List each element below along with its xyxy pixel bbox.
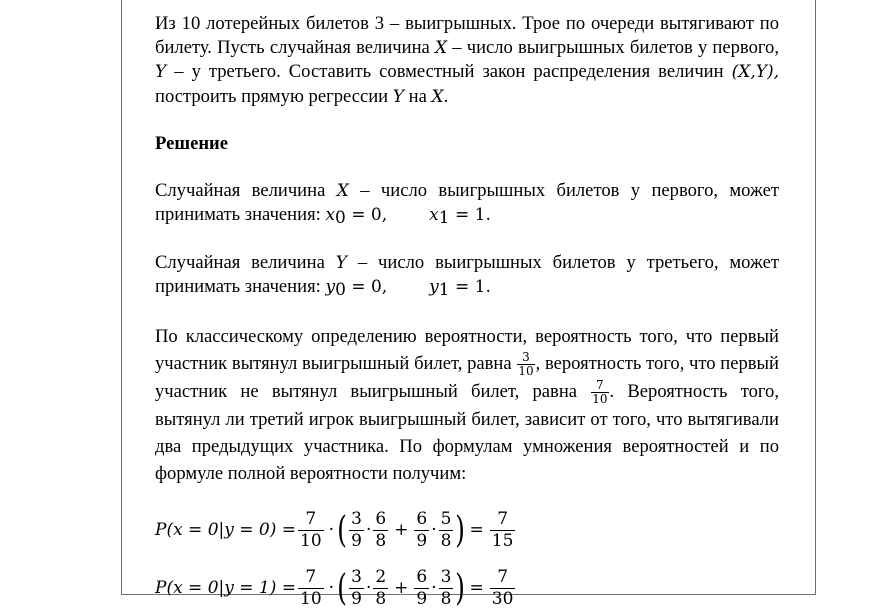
paragraph-probability: По классическому определению вероятности, вероятность того, что первый участник вытянул выигрышный билет, равна $\frac{3}{10}$ , вероятность того, что первый участник не вытянул выигрышный билет, равна $\frac{7}{10}$ . Вероятность того, вытянул ли третий игрок выигрышный билет, зависит от того, что вытягивали два предыдущих участника. По формулам умножения вероятностей и по формуле полной вероятности получим: <box>155 325 779 484</box>
fraction-7-10: $\frac{7}{10}$ <box>592 377 608 406</box>
fraction-3-10: $\frac{3}{10}$ <box>518 349 534 378</box>
equation-p-x0-y1: P(x = 0|y = 1) = $\frac{7}{10}$ · ( $\frac{3}{9}$ · $\frac{2}{8}$ + $\frac{6}{9}$ · $\frac{3}{8}$ ) = $\frac{7}{30}$ <box>155 567 514 610</box>
solution-heading: Решение <box>155 133 228 154</box>
document-content <box>155 12 779 615</box>
paragraph-x-values: Случайная величина X – число выигрышных билетов у первого, может принимать значения: $x_0 = 0$, $x_1 = 1$. <box>155 179 779 228</box>
equation-p-x0-y0: P(x = 0|y = 0) = $\frac{7}{10}$ · ( $\frac{3}{9}$ · $\frac{6}{8}$ + $\frac{6}{9}$ · $\frac{5}{8}$ ) = $\frac{7}{15}$ <box>155 509 514 552</box>
problem-statement: Из 10 лотерейных билетов 3 – выигрышных. Трое по очереди вытягивают по билету. Пусть случайная величина X – число выигрышных билетов у первого, Y – у третьего. Составить совместный закон распределения величин (X,Y), построить прямую регрессии Y на X. <box>155 13 779 107</box>
paragraph-y-values: Случайная величина Y – число выигрышных билетов у третьего, может принимать значения: $y_0 = 0$, $y_1 = 1$. <box>155 251 779 300</box>
